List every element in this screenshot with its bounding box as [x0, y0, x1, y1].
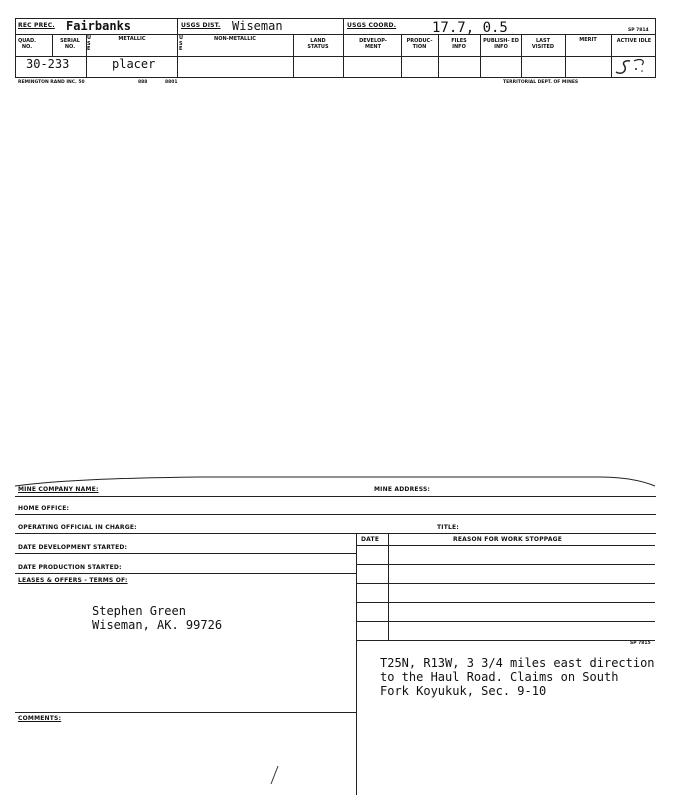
form-code-top: SP 7814 — [628, 28, 649, 33]
col-development: DEVELOP- MENT — [359, 38, 387, 50]
col-last-visited: LAST VISITED — [531, 38, 555, 50]
dev-started-label: DATE DEVELOPMENT STARTED: — [18, 544, 128, 551]
leases-label: LEASES & OFFERS - TERMS OF: — [18, 577, 128, 584]
card-top-edge — [0, 466, 678, 490]
rec-prec-label: REC PREC. — [18, 22, 55, 29]
footer-right: TERRITORIAL DEPT. OF MINES — [503, 80, 579, 85]
metallic-value: placer — [112, 57, 156, 71]
mine-company-label: MINE COMPANY NAME: — [18, 486, 99, 493]
col-active-idle: ACTIVE IDLE — [616, 38, 652, 44]
col-land-status: LAND STATUS — [307, 38, 329, 50]
col-use-1: U S E — [87, 35, 92, 52]
col-quad-no: QUAD. NO. — [17, 38, 37, 50]
col-non-metallic: NON-METALLIC — [214, 36, 256, 42]
operating-official-label: OPERATING OFFICIAL IN CHARGE: — [18, 524, 137, 531]
footer-code-1: 888 — [138, 80, 148, 85]
prod-started-label: DATE PRODUCTION STARTED: — [18, 564, 122, 571]
location-note-line-2: to the Haul Road. Claims on South — [380, 670, 619, 684]
owner-address: Wiseman, AK. 99726 — [92, 618, 223, 632]
col-use-2: U S E — [179, 35, 184, 52]
footer-code-2: 8801 — [165, 80, 178, 85]
usgs-dist-value: Wiseman — [232, 19, 283, 33]
col-published-info: PUBLISH- ED INFO — [483, 38, 519, 50]
usgs-coord-label: USGS COORD. — [347, 22, 397, 29]
title-label: TITLE: — [437, 524, 459, 531]
reason-column-header: REASON FOR WORK STOPPAGE — [453, 536, 563, 543]
quad-serial-value: 30-233 — [26, 57, 70, 71]
pencil-stroke-mark — [268, 764, 280, 786]
form-code-bottom: SP 7815 — [630, 641, 651, 646]
handwritten-mark-icon — [612, 56, 652, 78]
usgs-dist-label: USGS DIST. — [181, 22, 221, 29]
col-files-info: FILES INFO — [451, 38, 467, 50]
col-metallic: METALLIC — [118, 36, 146, 42]
footer-left: REMINGTON RAND INC. 50 — [18, 80, 85, 85]
comments-label: COMMENTS: — [18, 715, 62, 722]
col-merit: MERIT — [579, 37, 597, 43]
home-office-label: HOME OFFICE: — [18, 505, 70, 512]
location-note-line-1: T25N, R13W, 3 3/4 miles east direction — [380, 656, 655, 670]
col-production: PRODUC- TION — [406, 38, 433, 50]
date-column-header: DATE — [361, 536, 380, 543]
col-serial-no: SERIAL NO. — [60, 38, 80, 50]
rec-prec-value: Fairbanks — [66, 19, 132, 33]
location-note-line-3: Fork Koyukuk, Sec. 9-10 — [380, 684, 547, 698]
mine-address-label: MINE ADDRESS: — [374, 486, 431, 493]
owner-name: Stephen Green — [92, 604, 186, 618]
usgs-coord-value: 17.7, 0.5 — [432, 20, 508, 36]
